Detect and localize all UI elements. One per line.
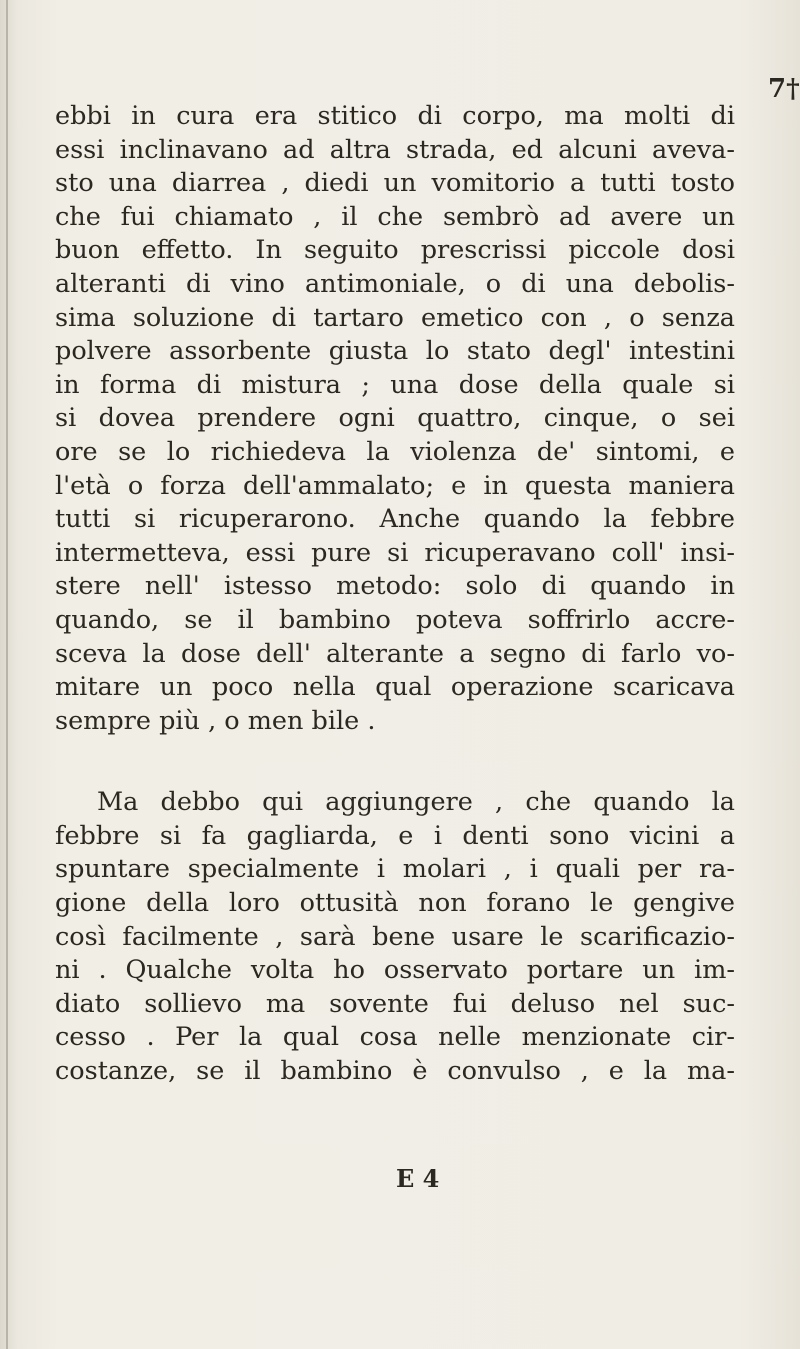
text-line: ebbi in cura era stitico di corpo, ma molti di <box>55 101 735 131</box>
text-line: gione della loro ottusità non forano le gengive <box>55 888 735 919</box>
binding-gutter <box>6 0 8 1349</box>
text-line: cesso . Per la qual cosa nelle menzionate cir- <box>55 1022 735 1053</box>
text-line: febbre si fa gagliarda, e i denti sono vicini a <box>55 820 735 851</box>
text-line: tutti si ricuperarono. Anche quando la febbre <box>55 504 735 535</box>
text-line: buon effetto. In seguito prescrissi piccole dosi <box>55 235 735 266</box>
text-line: sima soluzione di tartaro emetico con , o senza <box>55 302 735 333</box>
text-line: che fui chiamato , il che sembrò ad avere un <box>55 201 735 232</box>
text-line: polvere assorbente giusta lo stato degl' intestini <box>55 336 735 367</box>
text-line: in forma di mistura ; una dose della quale si <box>55 369 735 400</box>
text-line: essi inclinavano ad altra strada, ed alcuni aveva- <box>55 134 735 165</box>
text-line: si dovea prendere ogni quattro, cinque, o sei <box>55 403 735 434</box>
text-line: spuntare specialmente i molari , i quali per ra- <box>55 854 735 885</box>
text-line: sempre più , o men bile . <box>55 705 376 736</box>
text-line: sceva la dose dell' alterante a segno di farlo vo- <box>55 638 735 669</box>
text-line: sto una diarrea , diedi un vomitorio a tutti tosto <box>55 168 735 199</box>
page-number: 7† <box>768 74 800 104</box>
text-line: alteranti di vino antimoniale, o di una debolis- <box>55 268 735 299</box>
text-line: ore se lo richiedeva la violenza de' sintomi, e <box>55 436 735 467</box>
signature-mark: E 4 <box>396 1164 440 1193</box>
text-line: costanze, se il bambino è convulso , e la ma- <box>55 1056 735 1087</box>
text-line: mitare un poco nella qual operazione scaricava <box>55 672 735 703</box>
text-line: così facilmente , sarà bene usare le scarificazio- <box>55 921 735 952</box>
body-text <box>55 100 735 1089</box>
paragraph-gap <box>55 738 735 786</box>
text-line: Ma debbo qui aggiungere , che quando la <box>97 787 735 818</box>
text-line: quando, se il bambino poteva soffrirlo accre- <box>55 604 735 635</box>
text-line: stere nell' istesso metodo: solo di quando in <box>55 571 735 602</box>
text-line: ni . Qualche volta ho osservato portare un im- <box>55 955 735 986</box>
text-line: l'età o forza dell'ammalato; e in questa maniera <box>55 470 735 501</box>
text-line: diato sollievo ma sovente fui deluso nel suc- <box>55 988 735 1019</box>
paragraph-1 <box>55 100 735 738</box>
paragraph-2 <box>55 786 735 1088</box>
text-line: intermetteva, essi pure si ricuperavano coll' insi- <box>55 537 735 568</box>
